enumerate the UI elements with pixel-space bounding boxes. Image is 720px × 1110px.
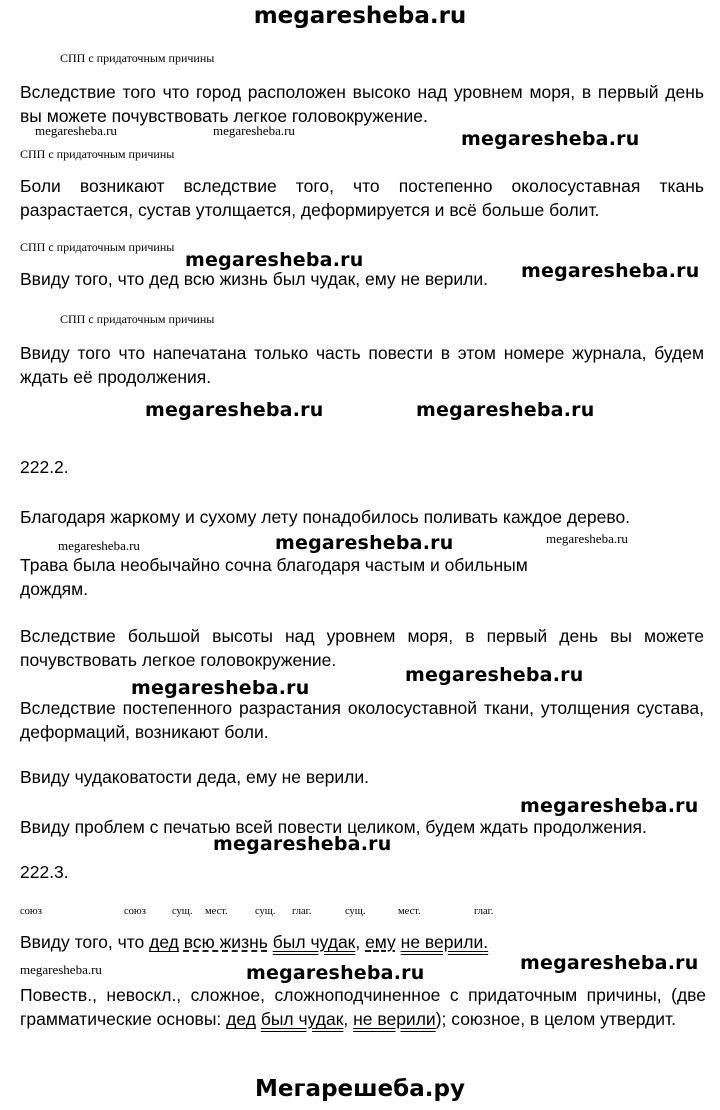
example-sentence: Ввиду того что напечатана только часть повести в этом номере журнала, будем ждать её продолжения. [20,343,704,387]
watermark-large: megaresheba.ru [275,532,454,554]
transformed-sentence: Ввиду чудаковатости деда, ему не верили. [20,767,370,787]
watermark-large: megaresheba.ru [461,128,640,150]
watermark-large: megaresheba.ru [145,399,324,421]
pos-label: союз [20,906,42,917]
sentence-start: Ввиду того, что [20,932,150,952]
watermark-small: megaresheba.ru [58,538,140,553]
predicate-word: был чудак [272,932,356,952]
predicate-word: не верили [353,1009,436,1029]
watermark-small: megaresheba.ru [213,123,295,138]
watermark-large: megaresheba.ru [213,833,392,855]
pos-label: сущ. [255,906,276,917]
transformed-sentence: Вследствие большой высоты над уровнем моря, в первый день вы можете почувствовать легкое головокружение. [20,626,704,670]
watermark-small: megaresheba.ru [20,962,102,977]
clause-label: СПП с придаточным причины [60,312,215,326]
circumstance-word: всю жизнь [183,932,268,952]
watermark-large: megaresheba.ru [416,399,595,421]
transformed-sentence: Вследствие постепенного разрастания околосуставной ткани, утолщения сустава, деформаций, возникают боли. [20,698,704,742]
object-word: ему [365,932,396,952]
analysis-start: Повеств., невоскл., сложное, сложноподчиненное с придаточным причины, (две грамматические основы: [20,985,706,1029]
analysis-end: ); союзное, в целом утвердит. [435,1009,676,1029]
watermark-small: megaresheba.ru [35,123,117,138]
watermark-large: megaresheba.ru [520,795,699,817]
section-number: 222.3. [20,862,69,882]
pos-label: мест. [205,906,228,917]
sentence-analysis: Повеств., невоскл., сложное, сложноподчиненное с придаточным причины, (две грамматические основы: дед был чудак, не верили); союзное, в целом утвердит. [20,985,706,1029]
predicate-word: был чудак [260,1009,344,1029]
watermark-large: megaresheba.ru [520,952,699,974]
predicate-word: не верили [400,932,484,952]
example-sentence: Боли возникают вследствие того, что постепенно околосуставная ткань разрастается, сустав утолщается, деформируется и всё больше болит. [20,176,704,220]
sentence-end: . [483,932,489,952]
example-sentence: Ввиду того, что дед всю жизнь был чудак, ему не верили. [20,269,489,289]
subject-word: дед [149,932,179,952]
example-sentence: Вследствие того что город расположен высоко над уровнем моря, в первый день вы можете почувствовать легкое головокружение. [20,82,704,126]
pos-label: глаг. [474,906,494,917]
watermark-small: megaresheba.ru [546,531,628,546]
watermark-large: megaresheba.ru [246,962,425,984]
watermark-large: megaresheba.ru [131,677,310,699]
watermark-large: megaresheba.ru [185,249,364,271]
pos-label: сущ. [345,906,366,917]
clause-label: СПП с придаточным причины [60,51,215,65]
transformed-sentence: Ввиду проблем с печатью всей повести целиком, будем ждать продолжения. [20,817,647,837]
clause-label: СПП с придаточным причины [20,240,175,254]
pos-label: союз [124,906,146,917]
pos-label: мест. [398,906,421,917]
pos-label: сущ. [172,906,193,917]
watermark-large: megaresheba.ru [405,664,584,686]
subject-word: дед [226,1009,256,1029]
footer-site-title: Мегарешеба.ру [255,1076,465,1102]
sentence-comma: , [355,932,366,952]
transformed-sentence: Трава была необычайно сочна благодаря частым и обильным дождям. [20,555,528,599]
header-site-title: megaresheba.ru [253,3,467,29]
section-number: 222.2. [20,457,69,477]
pos-label: глаг. [292,906,312,917]
transformed-sentence: Благодаря жаркому и сухому лету понадобилось поливать каждое дерево. [20,507,631,527]
watermark-large: megaresheba.ru [521,260,700,282]
clause-label: СПП с придаточным причины [20,147,175,161]
parsed-sentence [20,930,710,954]
